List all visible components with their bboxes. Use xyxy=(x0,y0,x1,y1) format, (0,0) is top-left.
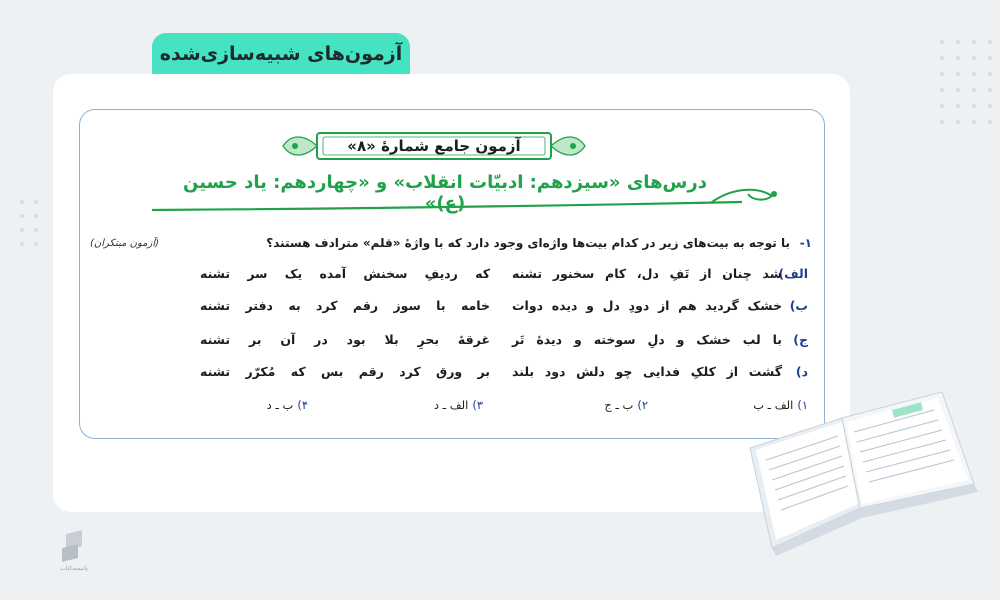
verse-label: د) xyxy=(795,364,808,379)
question-source: (آزمون مبتکران) xyxy=(90,238,160,249)
option-3[interactable]: ۳)الف ـ د xyxy=(433,398,483,412)
verse-second-hemistich: که ردیفِ سخنش آمده یک سر تشنه xyxy=(200,266,490,281)
lesson-heading: درس‌های «سیزدهم: ادبیّات انقلاب» و «چهاردهم: یاد حسین (ع)» xyxy=(183,172,707,214)
verse-first-hemistich: شد چنان از تَفِ دل، کام سخنور تشنه xyxy=(512,266,782,281)
verse-row xyxy=(150,364,808,386)
option-2[interactable]: ۲)ب ـ ج xyxy=(604,398,648,412)
verse-row xyxy=(150,298,808,320)
verse-first-hemistich: با لب خشک و دلِ سوخته و دیدهٔ تَر xyxy=(512,332,782,347)
verse-first-hemistich: خشک گردید هم از دودِ دل و دیده دوات xyxy=(512,298,782,313)
book-brand-icon xyxy=(56,528,92,572)
verse-label: ب) xyxy=(789,298,808,313)
verse-second-hemistich: بر ورق کرد رقم بس که مُکرّر تشنه xyxy=(200,364,490,379)
question-text: با توجه به بیت‌های زیر در کدام بیت‌ها واژه‌ای وجود دارد که با واژهٔ «قلم» مترادف هستند؟ xyxy=(266,236,790,250)
verse-first-hemistich: گشت از کلکِ فدایی چو دلش دود بلند xyxy=(512,364,782,379)
section-tab: آزمون‌های شبیه‌سازی‌شده xyxy=(152,33,410,75)
svg-text:پاتیسه‌کتاب: پاتیسه‌کتاب xyxy=(60,565,88,572)
exam-title-banner xyxy=(279,128,589,164)
verse-second-hemistich: غرقهٔ بحرِ بلا بود در آن بر تشنه xyxy=(200,332,490,347)
verse-row xyxy=(150,266,808,288)
question-number: ۱- xyxy=(799,236,812,250)
verse-label: ج) xyxy=(793,332,808,347)
exam-title: آزمون جامع شمارهٔ «۸» xyxy=(347,137,521,155)
option-1[interactable]: ۱)الف ـ ب xyxy=(753,398,808,412)
answer-options xyxy=(150,398,808,418)
question-line xyxy=(90,236,812,256)
verse-row xyxy=(150,332,808,354)
option-4[interactable]: ۴)ب ـ د xyxy=(266,398,308,412)
verse-label: الف) xyxy=(778,266,808,281)
open-book-illustration xyxy=(742,388,982,558)
verse-second-hemistich: خامه با سوز رقم کرد به دفتر تشنه xyxy=(200,298,490,313)
